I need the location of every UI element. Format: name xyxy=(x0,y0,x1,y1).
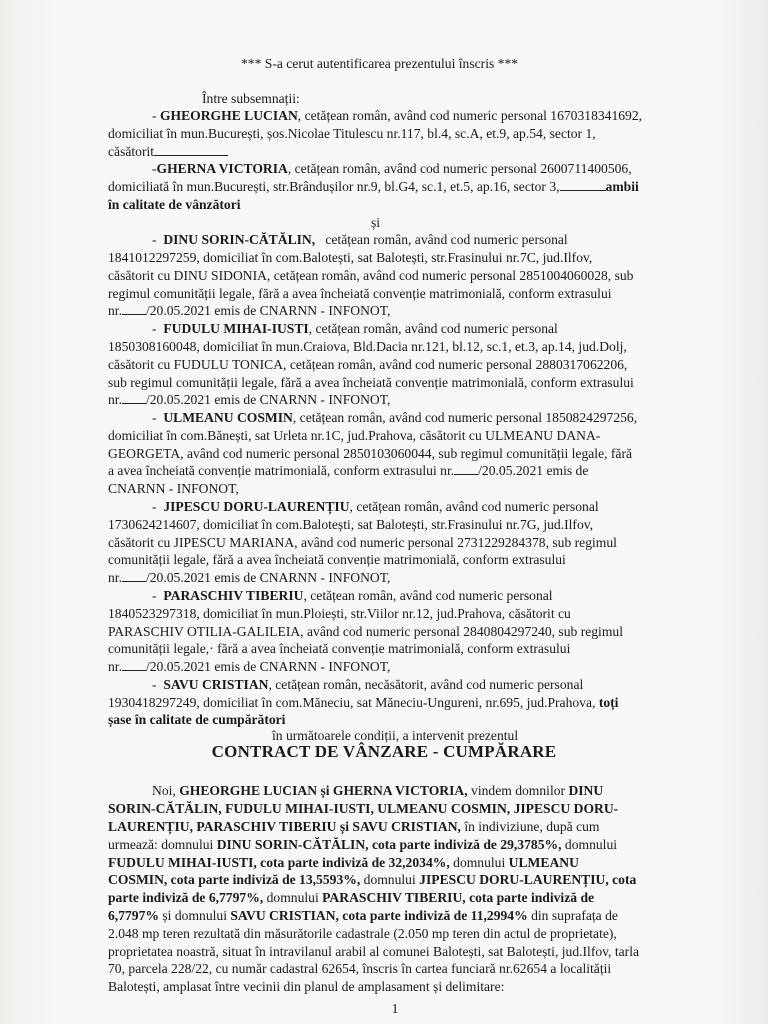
body-text: DINU xyxy=(568,783,604,798)
body-text: ULMEANU xyxy=(508,855,579,870)
buyer-line: cetățean român, având cod numeric personal xyxy=(325,232,568,247)
buyer-line: /20.05.2021 emis de CNARNN - INFONOT, xyxy=(145,659,391,674)
seller-line: domiciliată în mun.București, str.Brândușilor nr.9, bl.G4, sc.1, et.5, ap.16, sector 3, xyxy=(108,179,560,194)
body-text: DINU SORIN-CĂTĂLIN, cota parte indiviză de 29,3785%, xyxy=(216,837,562,852)
buyer-name: SAVU CRISTIAN xyxy=(163,677,269,692)
seller-role: în calitate de vânzători xyxy=(108,197,241,212)
seller-line: , cetățean român, având cod numeric personal 1670318341692, xyxy=(297,108,643,123)
seller-line: domiciliat în mun.București, șos.Nicolae Titulescu nr.117, bl.4, sc.A, et.9, ap.54, sector 1, xyxy=(108,126,596,141)
seller-line: căsătorit xyxy=(108,144,155,159)
body-text: vindem domnilor xyxy=(471,783,566,798)
buyer-role: în calitate de cumpărători xyxy=(134,712,286,727)
body-text: JIPESCU DORU-LAURENȚIU, cota xyxy=(419,872,637,887)
buyer-line: 1841012297259, domiciliat în com.Balotești, sat Balotești, str.Frasinului nr.7C, jud.Ilfov, xyxy=(108,250,593,265)
buyer-line: /20.05.2021 emis de CNARNN - INFONOT, xyxy=(145,392,391,407)
buyer-line: nr. xyxy=(108,659,122,674)
buyer-line: nr. xyxy=(108,392,122,407)
body-text: SAVU CRISTIAN, xyxy=(352,819,461,834)
body-text: SAVU CRISTIAN, cota parte indiviză de 11,2994% xyxy=(230,908,528,923)
body-text: în indiviziune, după cum xyxy=(464,819,600,834)
body-text: domnului xyxy=(363,872,416,887)
buyer-name: PARASCHIV TIBERIU xyxy=(163,588,304,603)
buyer-line: CNARNN - INFONOT, xyxy=(108,481,239,496)
body-text: PARASCHIV TIBERIU, cota parte indiviză de xyxy=(322,890,595,905)
buyer-name: ULMEANU COSMIN xyxy=(163,410,293,425)
buyer-line: PARASCHIV OTILIA-GALILEIA, având cod numeric personal 2840804297240, sub regimul xyxy=(108,624,623,639)
buyer-line: , cetățean român, având cod numeric personal xyxy=(303,588,553,603)
body-text: domnului xyxy=(453,855,506,870)
body-text: și domnului xyxy=(162,908,227,923)
buyer-role: șase xyxy=(108,712,132,727)
buyer-line: GEORGETA, având cod numeric personal 2850103060044, sub regimul comunității legale, fără xyxy=(108,446,633,461)
buyer-line: , cetățean român, având cod numeric personal xyxy=(349,499,599,514)
seller-name: GHEORGHE LUCIAN xyxy=(159,108,298,123)
buyer-line: a avea încheiată convenție matrimonială, conform extrasului nr. xyxy=(108,463,455,478)
body-text: Balotești, amplasat între vecinii din planul de amplasament și delimitare: xyxy=(108,979,505,994)
blank-line xyxy=(122,658,146,671)
body-text: și xyxy=(339,819,349,834)
buyer-line: domiciliat în com.Bănești, sat Urleta nr.1C, jud.Prahova, căsătorit cu ULMEANU DANA- xyxy=(108,428,601,443)
intro-text: Între subsemnații: xyxy=(202,91,300,106)
blank-line xyxy=(122,391,146,404)
body-text: SORIN-CĂTĂLIN, FUDULU MIHAI-IUSTI, ULMEANU COSMIN, JIPESCU DORU- xyxy=(108,801,619,816)
buyer-line: /20.05.2021 emis de CNARNN - INFONOT, xyxy=(145,570,391,585)
seller-name: GHERNA VICTORIA xyxy=(156,161,288,176)
body-text: COSMIN, cota parte indiviză de 13,5593%, xyxy=(108,872,361,887)
buyer-line: comunității legale,· fără a avea încheiată convenție matrimonială, conform extrasului xyxy=(108,641,571,656)
body-text: 2.048 mp teren rezultată din măsurătorile cadastrale (2.050 mp teren din actul de proprietate), xyxy=(108,926,617,941)
buyer-line: 1840523297318, domiciliat în mun.Ploiești, str.Viilor nr.12, jud.Prahova, căsătorit cu xyxy=(108,606,571,621)
buyer-line: căsătorit cu JIPESCU MARIANA, având cod numeric personal 2731229284378, sub regimul xyxy=(108,535,617,550)
blank-line xyxy=(560,178,606,191)
buyer-line: 1930418297249, domiciliat în com.Măneciu, sat Măneciu-Ungureni, nr.695, jud.Prahova, xyxy=(108,695,596,710)
body-text: 6,7797% xyxy=(108,908,159,923)
contract-title: CONTRACT DE VÂNZARE - CUMPĂRARE xyxy=(211,742,557,761)
buyer-line: regimul comunității legale, fără a avea încheiată convenție matrimonială, conform extrasului xyxy=(108,286,612,301)
buyer-line: nr. xyxy=(108,303,122,318)
body-text: LAURENȚIU, PARASCHIV TIBERIU xyxy=(108,819,337,834)
buyer-line: comunității legale, fără a avea încheiată convenție matrimonială, conform extrasului xyxy=(108,552,566,567)
buyer-line: căsătorit cu DINU SIDONIA, cetățean român, având cod numeric personal 2851004060028, sub xyxy=(108,268,634,283)
body-text: din suprafața de xyxy=(531,908,618,923)
seller-role: ambii xyxy=(605,179,639,194)
conditions-text: în următoarele condiții, a intervenit prezentul xyxy=(272,728,519,743)
buyer-line: nr. xyxy=(108,570,122,585)
buyer-line: căsătorit cu FUDULU TONICA, cetățean român, având cod numeric personal 2880317062206, xyxy=(108,357,628,372)
body-text: 70, parcela 228/22, cu număr cadastral 62654, înscris în cartea funciară nr.62654 a localității xyxy=(108,961,612,976)
blank-line xyxy=(122,302,146,315)
blank-line xyxy=(154,143,228,156)
buyer-role: toți xyxy=(598,695,619,710)
buyer-name: DINU SORIN-CĂTĂLIN, xyxy=(163,232,316,247)
body-text: GHEORGHE LUCIAN și GHERNA VICTORIA, xyxy=(179,783,468,798)
buyer-line: , cetățean român, având cod numeric personal xyxy=(308,321,558,336)
body-text: Noi, xyxy=(152,783,176,798)
body-text: domnului xyxy=(266,890,319,905)
seller-line: , cetățean român, având cod numeric personal 2600711400506, xyxy=(287,161,632,176)
document-page: *** S-a cerut autentificarea prezentului înscris *** Între subsemnații: - GHEORGHE LUCIAN, cetățean român, având cod numeric personal 1670318341692, domiciliat în mun.București, șos.Nicolae Titulescu nr.117, bl.4, sc.A, et.9, ap.54, sector 1, căsătorit -GHERNA VICTORIA, cetățean român, având cod numeric personal 2600711400506, domiciliată în mun.București, str.Brândușilor nr.9, bl.G4, sc.1, et.5, ap.16, sector 3, ambii în calitate de vânzători și - DINU SORIN-CĂTĂLIN, cetățean român, având cod numeric personal 1841012297259, domiciliat în com.Balotești, sat Balotești, str.Frasinului nr.7C, jud.Ilfov, căsătorit cu DINU SIDONIA, cetățean român, având cod numeric personal 2851004060028, sub regimul comunității legale, fără a avea încheiată convenție matrimonială, conform extrasului nr. /20.05.2021 emis de CNARNN - INFONOT, - FUDULU MIHAI-IUSTI, cetățean român, având cod numeric personal 1850308160048, domiciliat în mun.Craiova, Bld.Dacia nr.121, bl.12, sc.1, et.3, ap.14, jud.Dolj, căsătorit cu FUDULU TONICA, cetățean român, având cod numeric personal 2880317062206, sub regimul comunității legale, fără a avea încheiată convenție matrimonială, conform extrasului nr. /20.05.2021 emis de CNARNN - INFONOT, - ULMEANU COSMIN, cetățean român, având cod numeric personal 1850824297256, domiciliat în com.Bănești, sat Urleta nr.1C, jud.Prahova, căsătorit cu ULMEANU DANA- GEORGETA, având cod numeric personal 2850103060044, sub regimul comunității legale, fără a avea încheiată convenție matrimonială, conform extrasului nr. /20.05.2021 emis de CNARNN - INFONOT, - JIPESCU DORU-LAURENȚIU, cetățean român, având cod numeric personal 1730624214607, domiciliat în com.Balotești, sat Balotești, str.Frasinului nr.7G, jud.Ilfov, căsătorit cu JIPESCU MARIANA, având cod numeric personal 2731229284378, sub regimul comunității legale, fără a avea încheiată convenție matrimonială, conform extrasului nr. /20.05.2021 emis de CNARNN - INFONOT, - PARASCHIV TIBERIU, cetățean român, având cod numeric personal 1840523297318, domiciliat în mun.Ploiești, str.Viilor nr.12, jud.Prahova, căsătorit cu PARASCHIV OTILIA-GALILEIA, având cod numeric personal 2840804297240, sub regimul comunității legale,· fără a avea încheiată convenție matrimonială, conform extrasului nr. /20.05.2021 emis de CNARNN - INFONOT, - SAVU CRISTIAN, cetățean român, necăsătorit, având cod numeric personal 1930418297249, domiciliat în com.Măneciu, sat Măneciu-Ungureni, nr.695, jud.Prahova, toți șase în calitate de cumpărători în următoarele condiții, a intervenit prezentul CONTRACT DE VÂNZARE - CUMPĂRARE Noi, GHEORGHE LUCIAN și GHERNA VICTORIA, vindem domnilor DINU SORIN-CĂTĂLIN, FUDULU MIHAI-IUSTI, ULMEANU COSMIN, JIPESCU DORU- LAURENȚIU, PARASCHIV TIBERIU și SAVU CRISTIAN, în indiviziune, după cum urmează: domnului DINU SORIN-CĂTĂLIN, cota parte indiviză de 29,3785%, domnului FUDULU MIHAI-IUSTI, cota parte indiviză de 32,2034%, domnului ULMEANU COSMIN, cota parte indiviză de 13,5593%, domnului JIPESCU DORU-LAURENȚIU, cota parte indiviză de 6,7797%, domnului PARASCHIV TIBERIU, cota parte indiviză de 6,7797% și domnului SAVU CRISTIAN, cota parte indiviză de 11,2994% din suprafața de 2.048 mp teren rezultată din măsurătorile cadastrale (2.050 mp teren din actul de proprietate), proprietatea noastră, situat în intravilanul arabil al comunei Balotești, sat Balotești, jud.Ilfov, tarla 70, parcela 228/22, cu număr cadastral 62654, înscris în cartea funciară nr.62654 a localității Balotești, amplasat între vecinii din planul de amplasament și delimitare: 1 xyxy=(0,0,768,1024)
buyer-line: sub regimul comunității legale, fără a avea încheiată convenție matrimonială, conform extrasului xyxy=(108,375,634,390)
body-text: urmează: domnului xyxy=(108,837,214,852)
buyer-line: /20.05.2021 emis de CNARNN - INFONOT, xyxy=(145,303,391,318)
page-number: 1 xyxy=(391,1002,399,1017)
buyer-line: 1730624214607, domiciliat în com.Balotești, sat Balotești, str.Frasinului nr.7G, jud.Ilfov, xyxy=(108,517,594,532)
buyer-line: /20.05.2021 emis de xyxy=(478,463,589,478)
blank-line xyxy=(454,462,478,475)
authentication-notice: *** S-a cerut autentificarea prezentului înscris *** xyxy=(241,56,519,71)
body-text: proprietatea noastră, situat în intravilanul arabil al comunei Balotești, sat Balotești, jud.Ilfov, tarla xyxy=(108,944,640,959)
buyer-name: FUDULU MIHAI-IUSTI xyxy=(163,321,309,336)
buyer-line: , cetățean român, având cod numeric personal 1850824297256, xyxy=(292,410,638,425)
body-text: parte indiviză de 6,7797%, xyxy=(108,890,264,905)
body-text: domnului xyxy=(564,837,618,852)
buyer-name: JIPESCU DORU-LAURENȚIU xyxy=(163,499,350,514)
blank-line xyxy=(122,569,146,582)
body-text: FUDULU MIHAI-IUSTI, cota parte indiviză de 32,2034%, xyxy=(108,855,450,870)
buyer-line: , cetățean român, necăsătorit, având cod numeric personal xyxy=(268,677,584,692)
buyer-line: 1850308160048, domiciliat în mun.Craiova, Bld.Dacia nr.121, bl.12, sc.1, et.3, ap.14, jud.Dolj, xyxy=(108,339,627,354)
and-separator: și xyxy=(371,215,381,230)
